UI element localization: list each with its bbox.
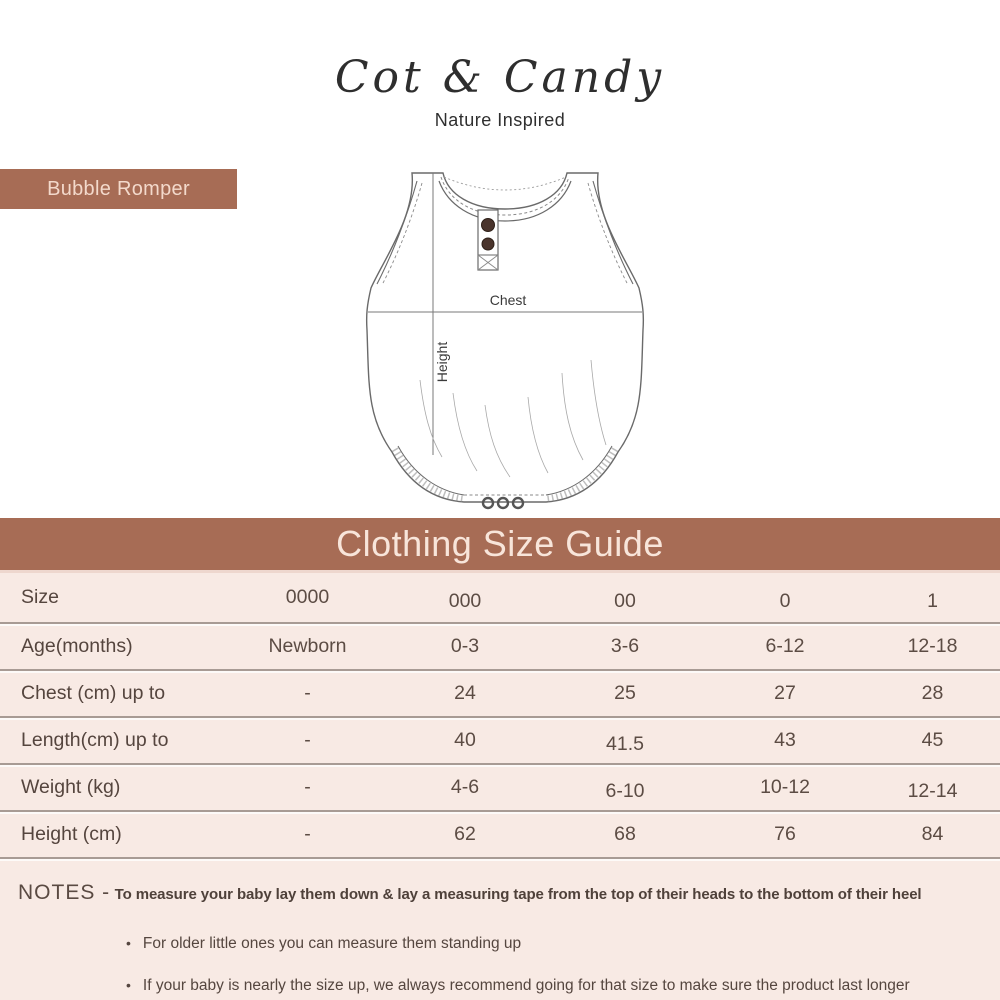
size-cell: 0 bbox=[779, 590, 791, 612]
size-guide-title: Clothing Size Guide bbox=[336, 523, 664, 564]
row-label: Length(cm) up to bbox=[21, 729, 169, 751]
weight-cell: 4-6 bbox=[450, 776, 480, 798]
notes-lead-text: To measure your baby lay them down & lay a measuring tape from the top of their heads to the bottom of their heel bbox=[114, 886, 922, 903]
bullet-icon: • bbox=[126, 935, 131, 951]
length-cell: 43 bbox=[774, 729, 796, 751]
table-row-size bbox=[0, 573, 1000, 622]
age-cell: 0-3 bbox=[450, 635, 480, 657]
chest-cell: 28 bbox=[921, 682, 944, 704]
notes-bullet-text: If your baby is nearly the size up, we always recommend going for that size to make sure the product last longer bbox=[142, 977, 910, 994]
height-cell: 68 bbox=[614, 823, 636, 845]
chest-cell: 27 bbox=[774, 682, 796, 704]
brand-logo: Cot & Candy bbox=[334, 52, 666, 103]
size-guide-section bbox=[0, 518, 1000, 1000]
table-row-age bbox=[0, 624, 1000, 669]
age-cell: 12-18 bbox=[907, 635, 958, 657]
weight-cell: - bbox=[304, 776, 311, 798]
row-label: Size bbox=[21, 586, 59, 608]
table-row-weight bbox=[0, 765, 1000, 810]
row-label: Weight (kg) bbox=[21, 776, 121, 798]
age-cell: 3-6 bbox=[610, 635, 640, 657]
weight-cell: 12-14 bbox=[907, 780, 958, 802]
button-top bbox=[482, 219, 495, 232]
row-label: Age(months) bbox=[21, 635, 133, 657]
button-bottom bbox=[482, 238, 494, 250]
weight-cell: 6-10 bbox=[605, 780, 645, 802]
romper-diagram bbox=[350, 155, 660, 515]
height-cell: 76 bbox=[774, 823, 796, 845]
brand-tagline: Nature Inspired bbox=[434, 110, 566, 130]
weight-cell: 10-12 bbox=[760, 776, 810, 798]
notes-heading: NOTES - bbox=[18, 881, 111, 904]
height-measure-label: Height bbox=[434, 341, 450, 383]
table-row-length bbox=[0, 718, 1000, 763]
notes-bullet-text: For older little ones you can measure them standing up bbox=[142, 935, 522, 952]
chest-measure-label: Chest bbox=[489, 292, 527, 308]
chest-cell: - bbox=[304, 682, 311, 704]
product-name-ribbon bbox=[0, 169, 237, 209]
length-cell: - bbox=[304, 729, 311, 751]
table-row-height bbox=[0, 812, 1000, 857]
notes-lead-line bbox=[18, 881, 1000, 905]
product-name-label: Bubble Romper bbox=[47, 177, 190, 200]
height-cell: 62 bbox=[454, 823, 476, 845]
row-label: Height (cm) bbox=[21, 823, 122, 845]
chest-cell: 24 bbox=[454, 682, 476, 704]
romper-outline bbox=[367, 173, 644, 502]
romper-sketch-svg bbox=[350, 155, 660, 515]
notes-bullet-1 bbox=[126, 935, 1000, 953]
length-cell: 40 bbox=[454, 729, 476, 751]
height-cell: - bbox=[304, 823, 311, 845]
bullet-icon: • bbox=[126, 977, 131, 993]
size-cell: 1 bbox=[927, 590, 938, 612]
length-cell: 41.5 bbox=[606, 733, 644, 755]
age-cell: Newborn bbox=[268, 635, 347, 657]
chest-cell: 25 bbox=[614, 682, 636, 704]
length-cell: 45 bbox=[921, 729, 944, 751]
size-guide-title-bar bbox=[0, 518, 1000, 573]
height-cell: 84 bbox=[921, 823, 944, 845]
table-row-chest bbox=[0, 671, 1000, 716]
notes-section bbox=[0, 859, 1000, 995]
size-cell: 000 bbox=[448, 590, 482, 612]
back-neck-line bbox=[444, 177, 566, 190]
row-label: Chest (cm) up to bbox=[21, 682, 166, 704]
brand-header bbox=[0, 52, 1000, 131]
notes-bullet-2 bbox=[126, 977, 1000, 995]
age-cell: 6-12 bbox=[765, 635, 805, 657]
size-cell: 0000 bbox=[285, 586, 330, 608]
size-cell: 00 bbox=[614, 590, 636, 612]
size-guide-table bbox=[0, 573, 1000, 859]
